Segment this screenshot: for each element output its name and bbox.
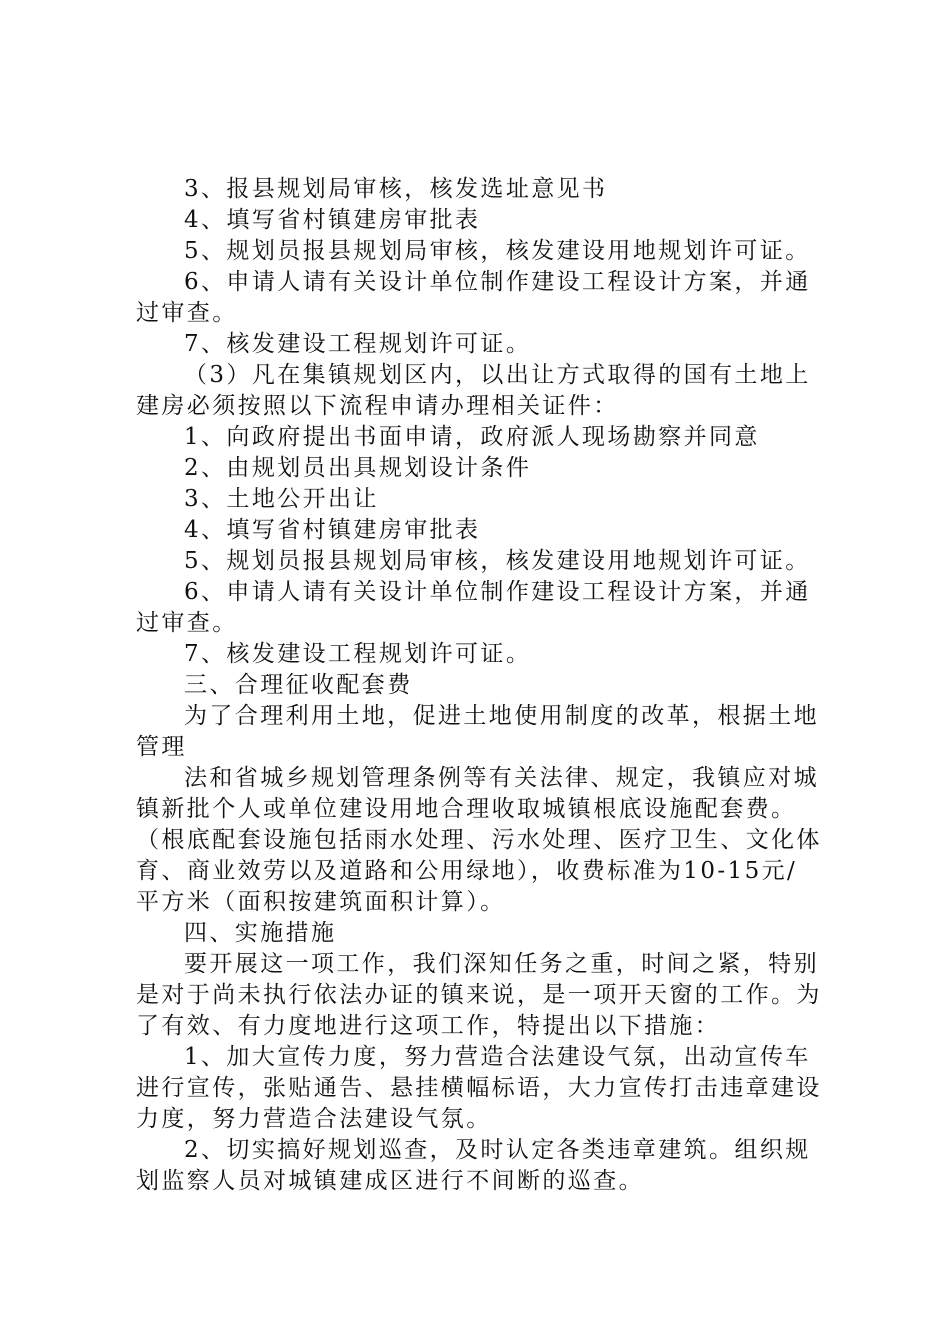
text-line: 过审查。 [136,300,238,326]
text-line: 是对于尚未执行依法办证的镇来说，是一项开天窗的工作。为 [136,982,822,1008]
text-line: 管理 [136,734,187,760]
text-line: 进行宣传，张贴通告、悬挂横幅标语，大力宣传打击违章建设 [136,1075,822,1101]
text-line: 法和省城乡规划管理条例等有关法律、规定，我镇应对城 [184,765,819,791]
text-line: 3、报县规划局审核，核发选址意见书 [184,176,608,202]
text-line: （根底配套设施包括雨水处理、污水处理、医疗卫生、文化体 [136,827,822,853]
text-line: 三、合理征收配套费 [184,672,413,698]
text-line: 育、商业效劳以及道路和公用绿地），收费标准为10-15元/ [136,858,798,884]
text-line: 6、申请人请有关设计单位制作建设工程设计方案，并通 [184,579,811,605]
text-line: 镇新批个人或单位建设用地合理收取城镇根底设施配套费。 [136,796,797,822]
text-line: 2、切实搞好规划巡查，及时认定各类违章建筑。组织规 [184,1137,811,1163]
text-line: 7、核发建设工程规划许可证。 [184,331,532,357]
text-line: 力度，努力营造合法建设气氛。 [136,1106,492,1132]
text-line: 要开展这一项工作，我们深知任务之重，时间之紧，特别 [184,951,819,977]
text-line: 5、规划员报县规划局审核，核发建设用地规划许可证。 [184,548,811,574]
text-line: 3、土地公开出让 [184,486,379,512]
text-line: 1、加大宣传力度，努力营造合法建设气氛，出动宣传车 [184,1044,811,1070]
text-line: 6、申请人请有关设计单位制作建设工程设计方案，并通 [184,269,811,295]
text-line: 7、核发建设工程规划许可证。 [184,641,532,667]
text-line: 划监察人员对城镇建成区进行不间断的巡查。 [136,1168,644,1194]
text-line: 4、填写省村镇建房审批表 [184,517,481,543]
text-line: 了有效、有力度地进行这项工作，特提出以下措施： [136,1013,721,1039]
text-line: 过审查。 [136,610,238,636]
document-body [136,174,826,1197]
text-line: 4、填写省村镇建房审批表 [184,207,481,233]
text-line: 1、向政府提出书面申请，政府派人现场勘察并同意 [184,424,760,450]
text-line: （3）凡在集镇规划区内，以出让方式取得的国有土地上 [184,362,811,388]
text-line: 2、由规划员出具规划设计条件 [184,455,532,481]
text-line: 平方米（面积按建筑面积计算）。 [136,889,506,915]
text-line: 为了合理利用土地，促进土地使用制度的改革，根据土地 [184,703,819,729]
text-line: 四、实施措施 [184,920,337,946]
text-line: 5、规划员报县规划局审核，核发建设用地规划许可证。 [184,238,811,264]
text-line: 建房必须按照以下流程申请办理相关证件： [136,393,619,419]
